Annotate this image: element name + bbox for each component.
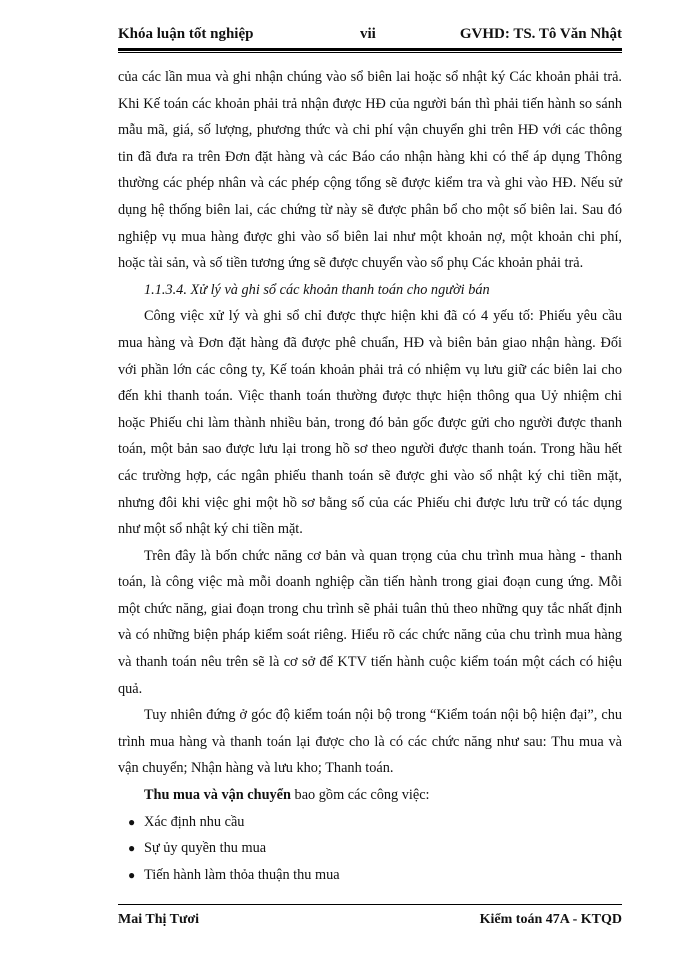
page-header [118,18,622,48]
footer-author: Mai Thị Tươi [118,912,199,927]
purchasing-term: Thu mua và vận chuyển [144,787,291,804]
bullet-list [118,809,622,889]
list-item-text: Sự ủy quyền thu mua [144,840,267,857]
bullet-icon: ● [128,814,136,829]
page-footer [118,912,622,936]
header-thesis-title: Khóa luận tốt nghiệp [118,26,254,42]
list-item [118,862,622,889]
footer-rule [118,904,622,905]
list-item-text: Tiến hành làm thỏa thuận thu mua [144,866,340,883]
bullet-icon: ● [128,841,136,856]
header-rule-thin [118,52,622,53]
paragraph-four-functions: Trên đây là bốn chức năng cơ bản và quan trọng của chu trình mua hàng - thanh toán, là công việc mà mỗi doanh nghiệp cần tiến hành trong giai đoạn cung ứng. Mỗi một chức năng, giai đoạn trong chu trình sẽ phải tuân thủ theo những quy tắc nhất định và có những biện pháp kiểm soát riêng. Hiểu rõ các chức năng của chu trình mua hàng và thanh toán nêu trên sẽ là cơ sở để KTV tiến hành cuộc kiểm toán một cách có hiệu quả. [118,547,622,697]
header-rule-thick [118,48,622,51]
list-item [118,835,622,862]
paragraph-continuation: của các lần mua và ghi nhận chúng vào sổ biên lai hoặc sổ nhật ký Các khoản phải trả. Khi Kế toán các khoản phải trả nhận được HĐ của người bán thì phải tiến hành so sánh mẫu mã, giá, số lượng, phương thức và chi phí vận chuyển ghi trên HĐ với các thông tin đã đưa ra trên Đơn đặt hàng và các Báo cáo nhận hàng khi có thể áp dụng Thông thường các phép nhân và các phép cộng tổng sẽ được kiểm tra và ghi vào HĐ. Nếu sử dụng hệ thống biên lai, các chứng từ này sẽ được phân bổ cho một số biên lai. Sau đó nghiệp vụ mua hàng được ghi vào sổ biên lai như một khoản nợ, một khoản chi phí, hoặc tài sản, và số tiền tương ứng sẽ được chuyển vào sổ phụ Các khoản phải trả. [118,69,622,272]
paragraph-purchasing-intro [118,782,622,809]
header-supervisor: GVHD: TS. Tô Văn Nhật [459,26,622,42]
footer-class: Kiểm toán 47A - KTQD [479,912,622,927]
list-item [118,809,622,836]
purchasing-intro-rest: bao gồm các công việc: [290,787,430,804]
bullet-icon: ● [128,867,136,882]
page-body [118,64,622,888]
paragraph-payment-processing: Công việc xử lý và ghi sổ chỉ được thực hiện khi đã có 4 yếu tố: Phiếu yêu cầu mua hàng và Đơn đặt hàng đã được phê chuẩn, HĐ và biên bản giao nhận hàng. Đối với phần lớn các công ty, Kế toán khoản phải trả có nhiệm vụ lưu giữ các biên lai cho đến khi thanh toán. Việc thanh toán thường được thực hiện thông qua Uỷ nhiệm chi hoặc Phiếu chi làm thành nhiều bản, trong đó bản gốc được gửi cho người được thanh toán, một bản sao được lưu lại trong hồ sơ theo người được thanh toán. Trong hầu hết các trường hợp, các ngân phiếu thanh toán sẽ được ghi vào sổ nhật ký chi tiền mặt, nhưng đôi khi việc ghi một hồ sơ bằng số của các Phiếu chi được lưu trữ có tác dụng như một sổ nhật ký chi tiền mặt. [118,308,622,538]
list-item-text: Xác định nhu cầu [144,813,245,830]
header-page-number: vii [360,26,376,42]
section-subheading: 1.1.3.4. Xử lý và ghi sổ các khoản thanh toán cho người bán [144,281,490,298]
paragraph-internal-audit: Tuy nhiên đứng ở góc độ kiểm toán nội bộ trong “Kiểm toán nội bộ hiện đại”, chu trình mua hàng và thanh toán lại được cho là có các chức năng như sau: Thu mua và vận chuyển; Nhận hàng và lưu kho; Thanh toán. [118,707,622,777]
